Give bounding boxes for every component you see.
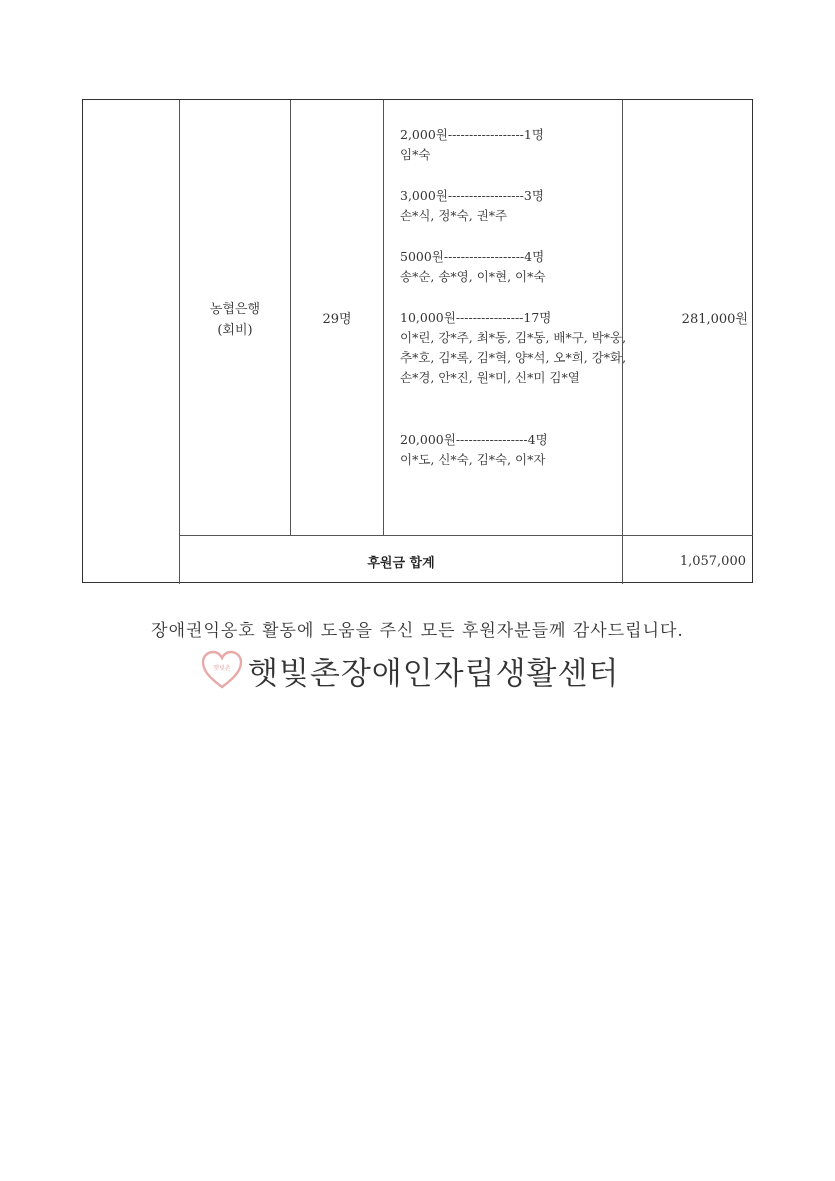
total-amount: 1,057,000 (679, 554, 746, 569)
subtotal-amount: 281,000원 (681, 312, 748, 327)
total-label: 후원금 합계 (367, 556, 435, 571)
heart-icon (200, 650, 244, 690)
donor-names: 송*순, 송*영, 이*현, 이*숙 (400, 269, 546, 284)
donor-amount-line: 2,000원------------------1명 (400, 127, 544, 142)
row-divider (179, 535, 753, 536)
donor-group (400, 247, 630, 287)
logo-small-text: 햇빛촌 (213, 665, 231, 672)
donor-amount-line: 10,000원----------------17명 (400, 310, 552, 325)
donor-amount-line: 5000원-------------------4명 (400, 249, 545, 264)
donor-amount-line: 20,000원-----------------4명 (400, 432, 548, 447)
donor-group (400, 186, 630, 226)
org-logo (200, 648, 619, 692)
bank-name: 농협은행 (209, 302, 261, 317)
column-divider (179, 100, 180, 584)
donor-names: 임*숙 (400, 147, 431, 162)
donor-group (400, 308, 630, 388)
column-divider (383, 100, 384, 535)
org-name: 햇빛촌장애인자립생활센터 (248, 655, 620, 692)
bank-sub: (회비) (217, 323, 253, 338)
donor-names: 이*린, 강*주, 최*동, 김*동, 배*구, 박*웅, 추*호, 김*록, 김*혁, 양*석, 오*희, 강*화, 손*경, 안*진, 원*미, 신*미 김*열 (400, 330, 627, 385)
donation-table (82, 99, 753, 583)
donor-group (400, 430, 630, 470)
donor-group (400, 125, 630, 165)
donor-amount-line: 3,000원------------------3명 (400, 188, 544, 203)
donor-names: 손*식, 정*숙, 권*주 (400, 208, 508, 223)
bank-name-cell (180, 299, 290, 341)
donor-count: 29명 (322, 312, 352, 327)
thanks-message: 장애권익옹호 활동에 도움을 주신 모든 후원자분들께 감사드립니다. (151, 621, 684, 641)
donor-names: 이*도, 신*숙, 김*숙, 이*자 (400, 452, 546, 467)
